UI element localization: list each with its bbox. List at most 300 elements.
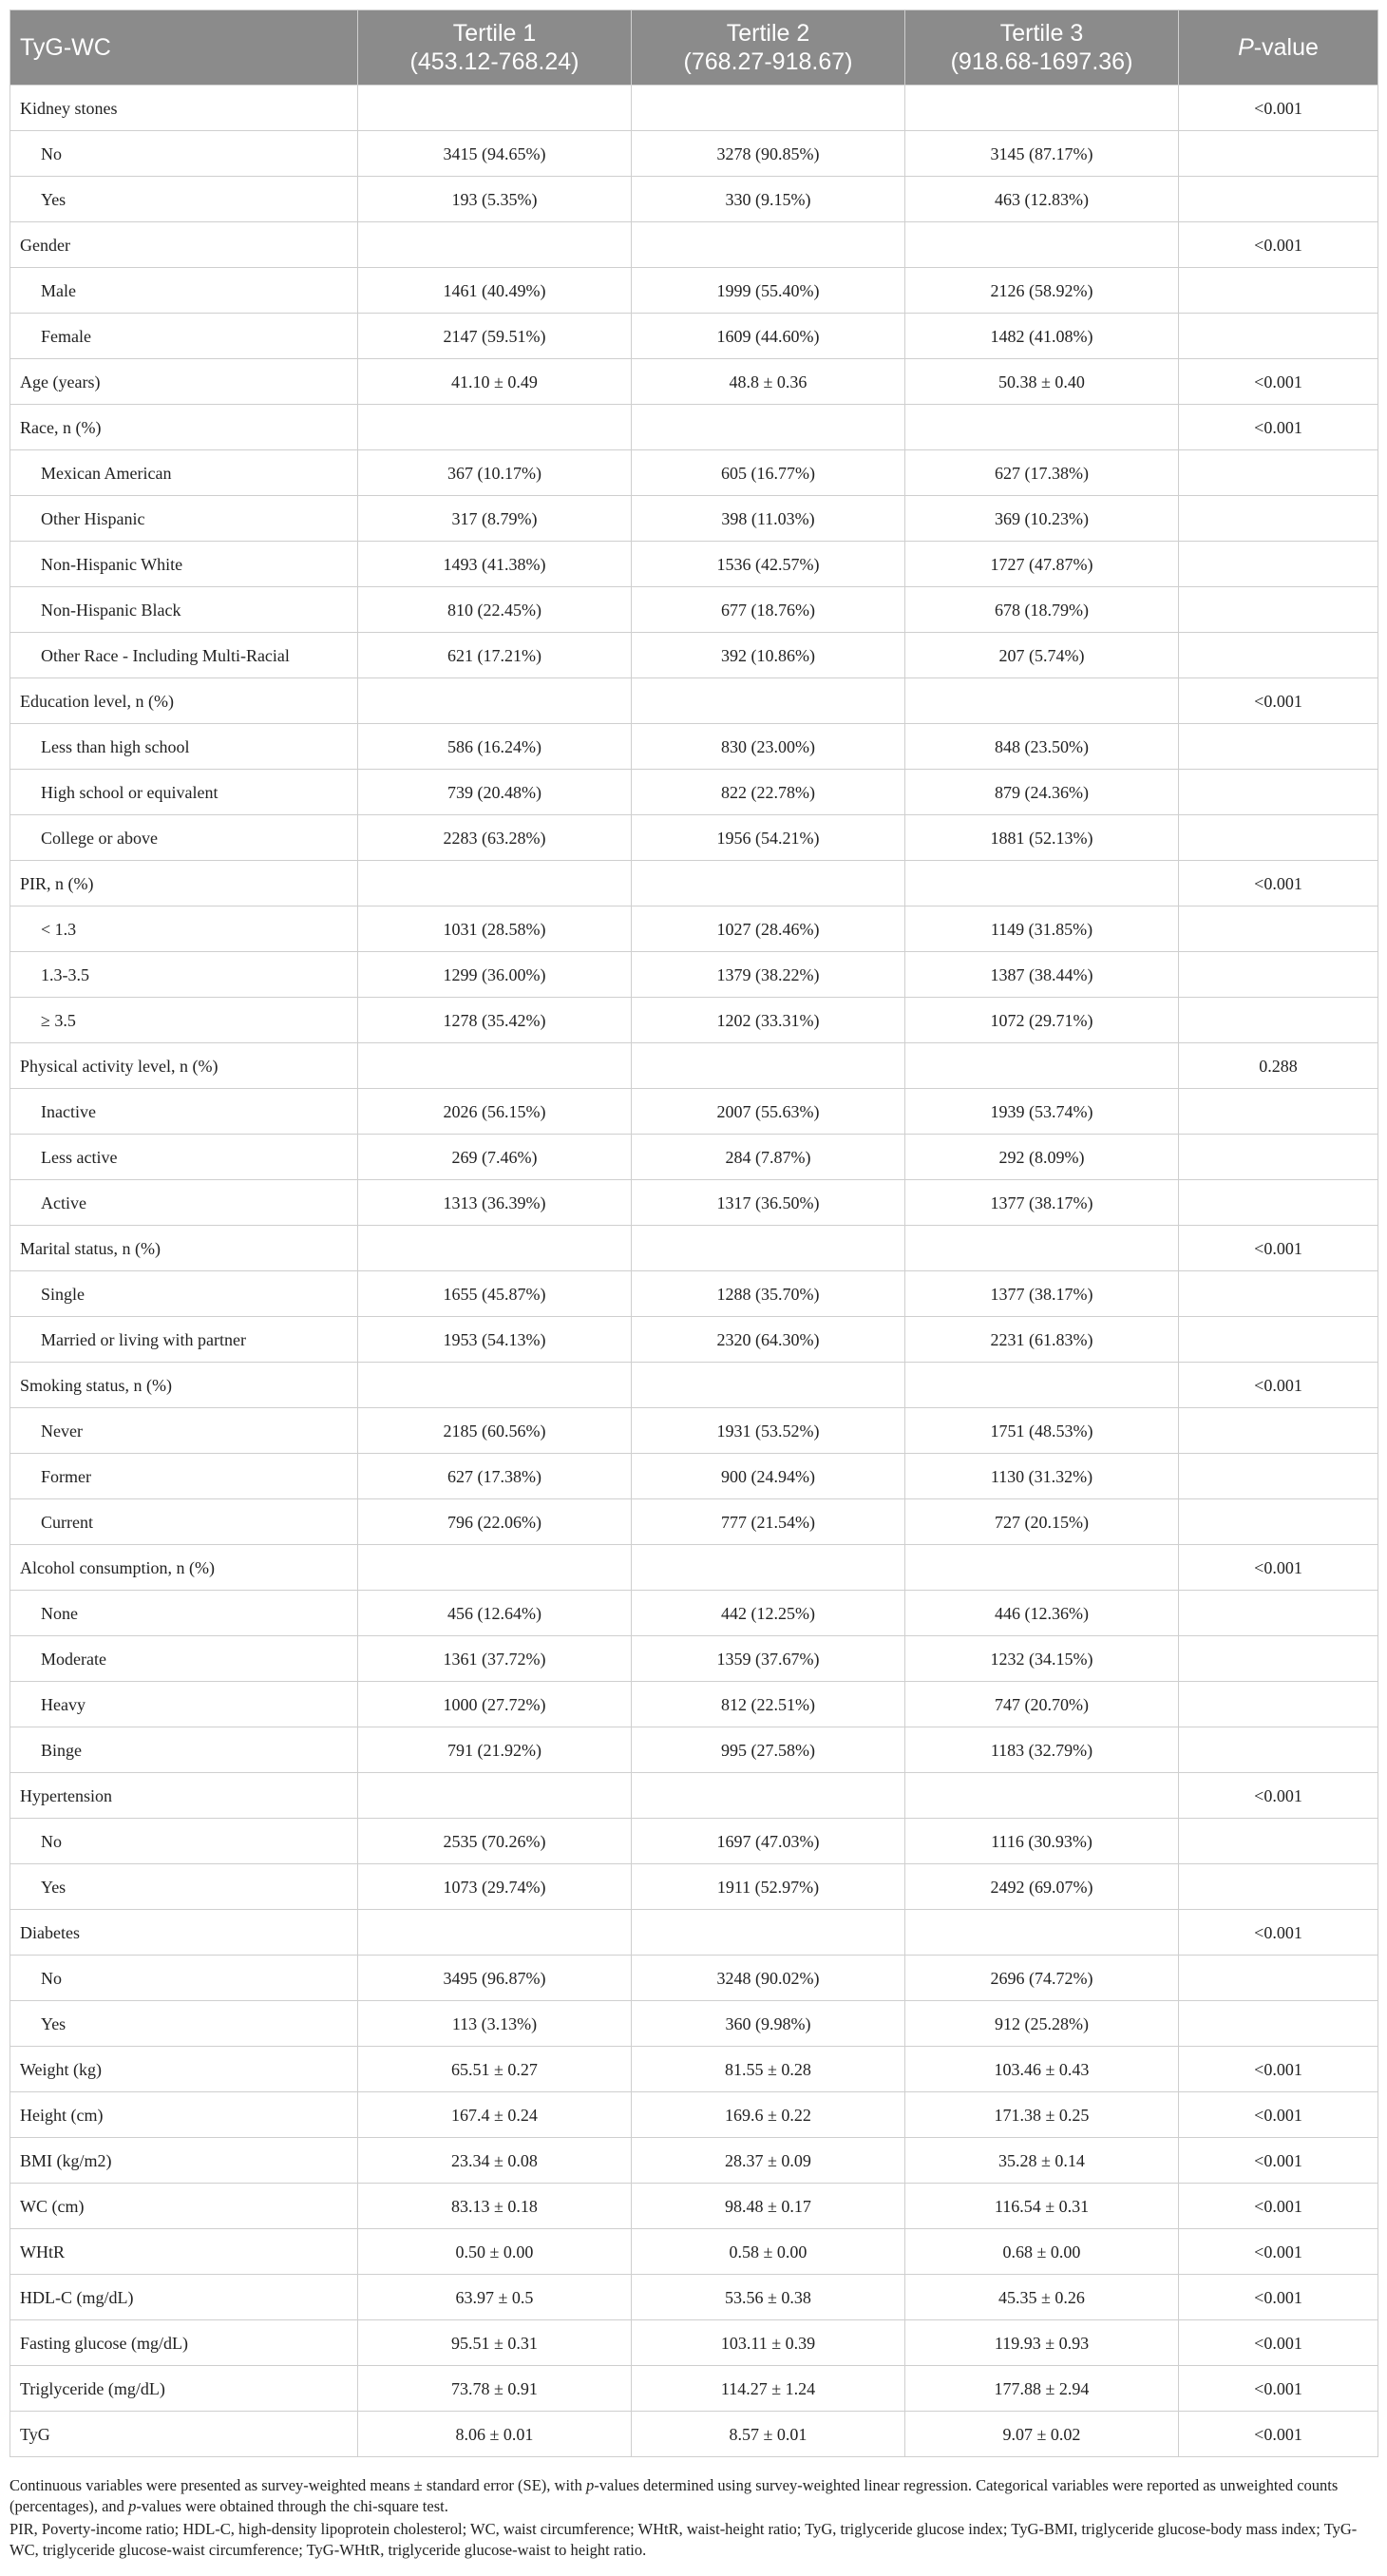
tertile-3-value: 678 (18.79%) bbox=[905, 587, 1179, 633]
p-value: <0.001 bbox=[1179, 2412, 1378, 2457]
row-label: Married or living with partner bbox=[10, 1317, 358, 1363]
tertile-1-value: 63.97 ± 0.5 bbox=[358, 2275, 632, 2320]
tertile-3-value bbox=[905, 678, 1179, 724]
p-value bbox=[1179, 268, 1378, 314]
table-row bbox=[10, 1773, 1378, 1819]
tertile-3-value: 1387 (38.44%) bbox=[905, 952, 1179, 998]
row-label: Triglyceride (mg/dL) bbox=[10, 2366, 358, 2412]
tertile-1-value: 1313 (36.39%) bbox=[358, 1180, 632, 1226]
p-value bbox=[1179, 1591, 1378, 1636]
tertile-3-value: 1377 (38.17%) bbox=[905, 1271, 1179, 1317]
row-label: Single bbox=[10, 1271, 358, 1317]
header-tyg-wc: TyG-WC bbox=[10, 10, 358, 86]
tertile-2-value: 2320 (64.30%) bbox=[632, 1317, 905, 1363]
tertile-1-value: 586 (16.24%) bbox=[358, 724, 632, 770]
tertile-1-value: 41.10 ± 0.49 bbox=[358, 359, 632, 405]
tertile-1-value: 167.4 ± 0.24 bbox=[358, 2092, 632, 2138]
table-row bbox=[10, 1363, 1378, 1408]
p-value bbox=[1179, 1819, 1378, 1864]
row-label: No bbox=[10, 1819, 358, 1864]
p-value: <0.001 bbox=[1179, 359, 1378, 405]
tertile-1-value: 1299 (36.00%) bbox=[358, 952, 632, 998]
p-value bbox=[1179, 1864, 1378, 1910]
tertile-2-value: 1931 (53.52%) bbox=[632, 1408, 905, 1454]
p-value: <0.001 bbox=[1179, 2275, 1378, 2320]
tertile-2-value: 398 (11.03%) bbox=[632, 496, 905, 542]
row-label: Education level, n (%) bbox=[10, 678, 358, 724]
row-label: Former bbox=[10, 1454, 358, 1499]
tertile-1-value bbox=[358, 405, 632, 450]
tertile-2-value: 1288 (35.70%) bbox=[632, 1271, 905, 1317]
tertile-2-value: 777 (21.54%) bbox=[632, 1499, 905, 1545]
tertile-1-value: 1073 (29.74%) bbox=[358, 1864, 632, 1910]
tertile-1-value bbox=[358, 1226, 632, 1271]
p-value: <0.001 bbox=[1179, 1773, 1378, 1819]
table-row bbox=[10, 268, 1378, 314]
tertile-3-value: 747 (20.70%) bbox=[905, 1682, 1179, 1727]
tertile-2-value: 1609 (44.60%) bbox=[632, 314, 905, 359]
table-row bbox=[10, 1043, 1378, 1089]
tertile-1-value: 23.34 ± 0.08 bbox=[358, 2138, 632, 2184]
row-label: Never bbox=[10, 1408, 358, 1454]
tertile-2-value: 830 (23.00%) bbox=[632, 724, 905, 770]
row-label: Race, n (%) bbox=[10, 405, 358, 450]
p-value bbox=[1179, 2001, 1378, 2047]
table-row bbox=[10, 542, 1378, 587]
p-value bbox=[1179, 1454, 1378, 1499]
tertile-2-value bbox=[632, 1043, 905, 1089]
tertile-3-value: 2231 (61.83%) bbox=[905, 1317, 1179, 1363]
table-row bbox=[10, 2229, 1378, 2275]
p-value bbox=[1179, 542, 1378, 587]
row-label: Moderate bbox=[10, 1636, 358, 1682]
tertile-3-value: 627 (17.38%) bbox=[905, 450, 1179, 496]
row-label: College or above bbox=[10, 815, 358, 861]
tertile-2-value: 284 (7.87%) bbox=[632, 1135, 905, 1180]
tertile-3-value: 119.93 ± 0.93 bbox=[905, 2320, 1179, 2366]
tertile-3-value bbox=[905, 405, 1179, 450]
tertile-3-value: 912 (25.28%) bbox=[905, 2001, 1179, 2047]
p-value bbox=[1179, 724, 1378, 770]
tertile-3-value bbox=[905, 86, 1179, 131]
table-row bbox=[10, 2275, 1378, 2320]
table-row bbox=[10, 678, 1378, 724]
p-value bbox=[1179, 1317, 1378, 1363]
tertile-1-value bbox=[358, 678, 632, 724]
tertile-1-value: 73.78 ± 0.91 bbox=[358, 2366, 632, 2412]
p-value: <0.001 bbox=[1179, 1363, 1378, 1408]
tertile-3-value: 292 (8.09%) bbox=[905, 1135, 1179, 1180]
tertile-1-value: 269 (7.46%) bbox=[358, 1135, 632, 1180]
tertile-2-value bbox=[632, 1226, 905, 1271]
table-row bbox=[10, 2092, 1378, 2138]
tertile-2-value: 822 (22.78%) bbox=[632, 770, 905, 815]
tertile-2-value bbox=[632, 86, 905, 131]
row-label: ≥ 3.5 bbox=[10, 998, 358, 1043]
row-label: < 1.3 bbox=[10, 906, 358, 952]
table-row bbox=[10, 2412, 1378, 2457]
tertile-1-value: 2185 (60.56%) bbox=[358, 1408, 632, 1454]
p-value bbox=[1179, 770, 1378, 815]
p-value: <0.001 bbox=[1179, 1910, 1378, 1956]
table-row bbox=[10, 1545, 1378, 1591]
tertile-3-value: 2126 (58.92%) bbox=[905, 268, 1179, 314]
table-row bbox=[10, 1819, 1378, 1864]
table-row bbox=[10, 450, 1378, 496]
tertile-3-value: 1130 (31.32%) bbox=[905, 1454, 1179, 1499]
row-label: No bbox=[10, 131, 358, 177]
p-value bbox=[1179, 1636, 1378, 1682]
tertile-3-value bbox=[905, 1226, 1179, 1271]
row-label: Diabetes bbox=[10, 1910, 358, 1956]
tertile-1-value: 65.51 ± 0.27 bbox=[358, 2047, 632, 2092]
tertile-2-value: 48.8 ± 0.36 bbox=[632, 359, 905, 405]
tertile-2-value bbox=[632, 1545, 905, 1591]
tertile-1-value: 317 (8.79%) bbox=[358, 496, 632, 542]
p-value bbox=[1179, 450, 1378, 496]
tertile-1-value: 1461 (40.49%) bbox=[358, 268, 632, 314]
table-row bbox=[10, 1317, 1378, 1363]
table-row bbox=[10, 222, 1378, 268]
tertile-2-value: 392 (10.86%) bbox=[632, 633, 905, 678]
tertile-1-value: 621 (17.21%) bbox=[358, 633, 632, 678]
table-row bbox=[10, 1135, 1378, 1180]
table-row bbox=[10, 177, 1378, 222]
tertile-2-value bbox=[632, 222, 905, 268]
tertile-1-value: 3415 (94.65%) bbox=[358, 131, 632, 177]
tertile-1-value: 739 (20.48%) bbox=[358, 770, 632, 815]
tertile-1-value: 796 (22.06%) bbox=[358, 1499, 632, 1545]
p-value bbox=[1179, 1682, 1378, 1727]
p-value: <0.001 bbox=[1179, 2184, 1378, 2229]
p-value: <0.001 bbox=[1179, 405, 1378, 450]
tertile-1-value: 1278 (35.42%) bbox=[358, 998, 632, 1043]
table-row bbox=[10, 724, 1378, 770]
tertile-3-value: 1232 (34.15%) bbox=[905, 1636, 1179, 1682]
tertile-1-value: 113 (3.13%) bbox=[358, 2001, 632, 2047]
row-label: Less active bbox=[10, 1135, 358, 1180]
tertile-1-value: 810 (22.45%) bbox=[358, 587, 632, 633]
row-label: Hypertension bbox=[10, 1773, 358, 1819]
tertile-2-value: 1359 (37.67%) bbox=[632, 1636, 905, 1682]
row-label: Heavy bbox=[10, 1682, 358, 1727]
tertile-1-value bbox=[358, 222, 632, 268]
tertile-2-value: 1317 (36.50%) bbox=[632, 1180, 905, 1226]
tertile-1-value: 2026 (56.15%) bbox=[358, 1089, 632, 1135]
tertile-2-value bbox=[632, 1773, 905, 1819]
row-label: Alcohol consumption, n (%) bbox=[10, 1545, 358, 1591]
tertile-2-value: 1027 (28.46%) bbox=[632, 906, 905, 952]
tertile-3-value: 171.38 ± 0.25 bbox=[905, 2092, 1179, 2138]
table-row bbox=[10, 131, 1378, 177]
row-label: Active bbox=[10, 1180, 358, 1226]
tertile-1-value: 1031 (28.58%) bbox=[358, 906, 632, 952]
tertile-3-value bbox=[905, 1910, 1179, 1956]
tertile-2-value: 1536 (42.57%) bbox=[632, 542, 905, 587]
tertile-2-value: 900 (24.94%) bbox=[632, 1454, 905, 1499]
tertile-2-value: 53.56 ± 0.38 bbox=[632, 2275, 905, 2320]
tertile-1-value: 95.51 ± 0.31 bbox=[358, 2320, 632, 2366]
p-value bbox=[1179, 952, 1378, 998]
table-row bbox=[10, 1910, 1378, 1956]
p-value: <0.001 bbox=[1179, 2092, 1378, 2138]
table-row bbox=[10, 952, 1378, 998]
tertile-1-value: 1655 (45.87%) bbox=[358, 1271, 632, 1317]
table-row bbox=[10, 1271, 1378, 1317]
p-value: <0.001 bbox=[1179, 1545, 1378, 1591]
tertile-2-value: 442 (12.25%) bbox=[632, 1591, 905, 1636]
tertile-3-value: 1377 (38.17%) bbox=[905, 1180, 1179, 1226]
tertile-1-value: 627 (17.38%) bbox=[358, 1454, 632, 1499]
tertile-3-value bbox=[905, 1545, 1179, 1591]
p-value bbox=[1179, 496, 1378, 542]
tertile-2-value: 28.37 ± 0.09 bbox=[632, 2138, 905, 2184]
tertile-3-value: 1939 (53.74%) bbox=[905, 1089, 1179, 1135]
table-row bbox=[10, 1408, 1378, 1454]
row-label: BMI (kg/m2) bbox=[10, 2138, 358, 2184]
tertile-3-value: 446 (12.36%) bbox=[905, 1591, 1179, 1636]
header-tertile-1: Tertile 1 (453.12-768.24) bbox=[358, 10, 632, 86]
tertile-1-value: 8.06 ± 0.01 bbox=[358, 2412, 632, 2457]
p-value: <0.001 bbox=[1179, 861, 1378, 906]
tertile-2-value bbox=[632, 405, 905, 450]
tertile-3-value bbox=[905, 1363, 1179, 1408]
table-row bbox=[10, 861, 1378, 906]
tertile-2-value: 677 (18.76%) bbox=[632, 587, 905, 633]
p-value bbox=[1179, 1408, 1378, 1454]
tertile-1-value: 3495 (96.87%) bbox=[358, 1956, 632, 2001]
tertile-3-value: 1116 (30.93%) bbox=[905, 1819, 1179, 1864]
row-label: Current bbox=[10, 1499, 358, 1545]
table-row bbox=[10, 906, 1378, 952]
table-row bbox=[10, 2138, 1378, 2184]
tertile-2-value: 605 (16.77%) bbox=[632, 450, 905, 496]
row-label: Smoking status, n (%) bbox=[10, 1363, 358, 1408]
tertile-1-value: 1493 (41.38%) bbox=[358, 542, 632, 587]
tertile-3-value: 1751 (48.53%) bbox=[905, 1408, 1179, 1454]
tertile-1-value bbox=[358, 861, 632, 906]
p-value bbox=[1179, 587, 1378, 633]
tertile-1-value: 1953 (54.13%) bbox=[358, 1317, 632, 1363]
tertile-3-value: 0.68 ± 0.00 bbox=[905, 2229, 1179, 2275]
tertile-1-value: 1361 (37.72%) bbox=[358, 1636, 632, 1682]
tertile-3-value: 3145 (87.17%) bbox=[905, 131, 1179, 177]
p-value bbox=[1179, 1499, 1378, 1545]
tertile-3-value bbox=[905, 222, 1179, 268]
tertile-1-value: 0.50 ± 0.00 bbox=[358, 2229, 632, 2275]
tertile-3-value: 207 (5.74%) bbox=[905, 633, 1179, 678]
tertile-2-value: 1956 (54.21%) bbox=[632, 815, 905, 861]
tertile-2-value: 3248 (90.02%) bbox=[632, 1956, 905, 2001]
row-label: Non-Hispanic Black bbox=[10, 587, 358, 633]
tertile-3-value bbox=[905, 1773, 1179, 1819]
table-row bbox=[10, 2320, 1378, 2366]
tertile-3-value: 1149 (31.85%) bbox=[905, 906, 1179, 952]
table-row bbox=[10, 2001, 1378, 2047]
header-tertile-2: Tertile 2 (768.27-918.67) bbox=[632, 10, 905, 86]
header-tertile-3: Tertile 3 (918.68-1697.36) bbox=[905, 10, 1179, 86]
tertile-3-value: 103.46 ± 0.43 bbox=[905, 2047, 1179, 2092]
table-row bbox=[10, 2184, 1378, 2229]
table-row bbox=[10, 998, 1378, 1043]
tertile-1-value: 2535 (70.26%) bbox=[358, 1819, 632, 1864]
p-value: <0.001 bbox=[1179, 2047, 1378, 2092]
row-label: High school or equivalent bbox=[10, 770, 358, 815]
p-value bbox=[1179, 906, 1378, 952]
tertile-2-value: 330 (9.15%) bbox=[632, 177, 905, 222]
p-value: <0.001 bbox=[1179, 86, 1378, 131]
tertile-3-value: 369 (10.23%) bbox=[905, 496, 1179, 542]
row-label: Other Race - Including Multi-Racial bbox=[10, 633, 358, 678]
p-value: 0.288 bbox=[1179, 1043, 1378, 1089]
tertile-1-value bbox=[358, 86, 632, 131]
row-label: Male bbox=[10, 268, 358, 314]
row-label: Yes bbox=[10, 2001, 358, 2047]
tertile-3-value: 35.28 ± 0.14 bbox=[905, 2138, 1179, 2184]
p-value bbox=[1179, 1727, 1378, 1773]
table-row bbox=[10, 1089, 1378, 1135]
tertile-2-value: 98.48 ± 0.17 bbox=[632, 2184, 905, 2229]
tertile-2-value: 1379 (38.22%) bbox=[632, 952, 905, 998]
tertile-2-value bbox=[632, 678, 905, 724]
tertile-2-value: 0.58 ± 0.00 bbox=[632, 2229, 905, 2275]
p-value: <0.001 bbox=[1179, 2366, 1378, 2412]
tertile-3-value bbox=[905, 1043, 1179, 1089]
tertile-2-value: 1999 (55.40%) bbox=[632, 268, 905, 314]
table-row bbox=[10, 496, 1378, 542]
row-label: None bbox=[10, 1591, 358, 1636]
row-label: PIR, n (%) bbox=[10, 861, 358, 906]
tertile-3-value: 45.35 ± 0.26 bbox=[905, 2275, 1179, 2320]
row-label: Binge bbox=[10, 1727, 358, 1773]
tertile-3-value: 1183 (32.79%) bbox=[905, 1727, 1179, 1773]
tertile-2-value: 169.6 ± 0.22 bbox=[632, 2092, 905, 2138]
row-label: Non-Hispanic White bbox=[10, 542, 358, 587]
p-value bbox=[1179, 177, 1378, 222]
tertile-3-value: 727 (20.15%) bbox=[905, 1499, 1179, 1545]
tertile-3-value: 1881 (52.13%) bbox=[905, 815, 1179, 861]
p-value: <0.001 bbox=[1179, 678, 1378, 724]
tertile-3-value: 463 (12.83%) bbox=[905, 177, 1179, 222]
table-row bbox=[10, 815, 1378, 861]
table-row bbox=[10, 1864, 1378, 1910]
row-label: Marital status, n (%) bbox=[10, 1226, 358, 1271]
tertile-2-value: 2007 (55.63%) bbox=[632, 1089, 905, 1135]
tertile-2-value: 8.57 ± 0.01 bbox=[632, 2412, 905, 2457]
row-label: Yes bbox=[10, 177, 358, 222]
table-row bbox=[10, 587, 1378, 633]
tertile-1-value: 2283 (63.28%) bbox=[358, 815, 632, 861]
tertile-2-value: 81.55 ± 0.28 bbox=[632, 2047, 905, 2092]
row-label: Fasting glucose (mg/dL) bbox=[10, 2320, 358, 2366]
tertile-3-value: 1727 (47.87%) bbox=[905, 542, 1179, 587]
row-label: Yes bbox=[10, 1864, 358, 1910]
header-p-value: P-value bbox=[1179, 10, 1378, 86]
tertile-2-value: 1202 (33.31%) bbox=[632, 998, 905, 1043]
row-label: Other Hispanic bbox=[10, 496, 358, 542]
footnote-abbreviations: PIR, Poverty-income ratio; HDL-C, high-density lipoprotein cholesterol; WC, waist circumference; WHtR, waist-height ratio; TyG, triglyceride glucose index; TyG-BMI, triglyceride glucose-body mass index; TyG-WC, triglyceride glucose-waist circumference; TyG-WHtR, triglyceride glucose-waist to height ratio. bbox=[10, 2520, 1358, 2559]
tertile-1-value bbox=[358, 1043, 632, 1089]
p-value: <0.001 bbox=[1179, 2320, 1378, 2366]
row-label: Height (cm) bbox=[10, 2092, 358, 2138]
tertile-3-value: 1482 (41.08%) bbox=[905, 314, 1179, 359]
p-value bbox=[1179, 633, 1378, 678]
tertile-1-value: 791 (21.92%) bbox=[358, 1727, 632, 1773]
tertile-2-value: 103.11 ± 0.39 bbox=[632, 2320, 905, 2366]
table-row bbox=[10, 1682, 1378, 1727]
row-label: Weight (kg) bbox=[10, 2047, 358, 2092]
row-label: Less than high school bbox=[10, 724, 358, 770]
tertile-1-value bbox=[358, 1545, 632, 1591]
row-label: Age (years) bbox=[10, 359, 358, 405]
tertile-2-value bbox=[632, 1910, 905, 1956]
p-value bbox=[1179, 1135, 1378, 1180]
tertile-2-value bbox=[632, 1363, 905, 1408]
tertile-2-value: 1697 (47.03%) bbox=[632, 1819, 905, 1864]
row-label: TyG bbox=[10, 2412, 358, 2457]
tertile-3-value: 879 (24.36%) bbox=[905, 770, 1179, 815]
table-row bbox=[10, 1956, 1378, 2001]
header-row bbox=[10, 10, 1378, 86]
tertile-2-value bbox=[632, 861, 905, 906]
tertile-1-value: 367 (10.17%) bbox=[358, 450, 632, 496]
tertile-2-value: 3278 (90.85%) bbox=[632, 131, 905, 177]
p-value: <0.001 bbox=[1179, 222, 1378, 268]
tertile-1-value bbox=[358, 1910, 632, 1956]
row-label: Mexican American bbox=[10, 450, 358, 496]
p-value: <0.001 bbox=[1179, 1226, 1378, 1271]
p-value bbox=[1179, 1180, 1378, 1226]
baseline-characteristics-table bbox=[10, 10, 1378, 2457]
p-value bbox=[1179, 314, 1378, 359]
p-value bbox=[1179, 815, 1378, 861]
tertile-1-value: 456 (12.64%) bbox=[358, 1591, 632, 1636]
table-row bbox=[10, 1591, 1378, 1636]
tertile-1-value bbox=[358, 1773, 632, 1819]
p-value bbox=[1179, 998, 1378, 1043]
row-label: No bbox=[10, 1956, 358, 2001]
row-label: WHtR bbox=[10, 2229, 358, 2275]
tertile-2-value: 812 (22.51%) bbox=[632, 1682, 905, 1727]
row-label: Kidney stones bbox=[10, 86, 358, 131]
tertile-2-value: 995 (27.58%) bbox=[632, 1727, 905, 1773]
tertile-1-value: 1000 (27.72%) bbox=[358, 1682, 632, 1727]
p-value: <0.001 bbox=[1179, 2138, 1378, 2184]
table-row bbox=[10, 770, 1378, 815]
row-label: WC (cm) bbox=[10, 2184, 358, 2229]
table-row bbox=[10, 1499, 1378, 1545]
tertile-3-value: 9.07 ± 0.02 bbox=[905, 2412, 1179, 2457]
table-row bbox=[10, 2047, 1378, 2092]
table-row bbox=[10, 633, 1378, 678]
row-label: HDL-C (mg/dL) bbox=[10, 2275, 358, 2320]
tertile-1-value bbox=[358, 1363, 632, 1408]
tertile-1-value: 83.13 ± 0.18 bbox=[358, 2184, 632, 2229]
tertile-3-value: 2492 (69.07%) bbox=[905, 1864, 1179, 1910]
p-value: <0.001 bbox=[1179, 2229, 1378, 2275]
row-label: Gender bbox=[10, 222, 358, 268]
tertile-3-value bbox=[905, 861, 1179, 906]
p-value bbox=[1179, 131, 1378, 177]
p-value bbox=[1179, 1271, 1378, 1317]
tertile-2-value: 360 (9.98%) bbox=[632, 2001, 905, 2047]
p-value bbox=[1179, 1089, 1378, 1135]
table-row bbox=[10, 405, 1378, 450]
tertile-3-value: 177.88 ± 2.94 bbox=[905, 2366, 1179, 2412]
row-label: 1.3-3.5 bbox=[10, 952, 358, 998]
tertile-3-value: 2696 (74.72%) bbox=[905, 1956, 1179, 2001]
table-row bbox=[10, 359, 1378, 405]
